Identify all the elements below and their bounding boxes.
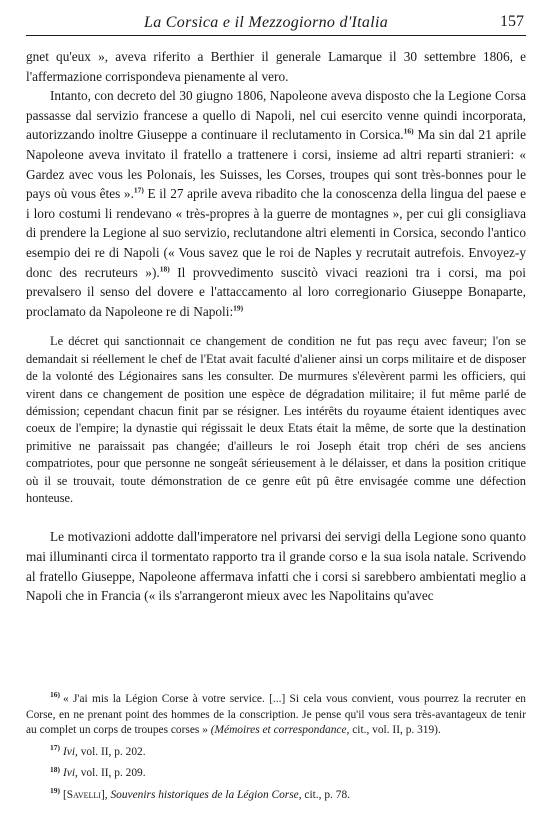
footnote-tail: cit., p. 78. [301, 788, 350, 801]
footnote-italic: (Mémoires et correspondance, [210, 724, 350, 737]
paragraph-2-part-d: Il provvedimento suscitò vivaci reazioni tra i corsi, ma poi prevalsero il senso del dovere e l'attaccamento al loro corregionario Giuseppe Bonaparte, proclamato da Napoleone re di Napoli: [26, 264, 526, 319]
paragraph-2 [26, 86, 526, 321]
paragraph-2-part-c: E il 27 aprile aveva ribadito che la conoscenza della lingua del paese e i loro costumi li rendevano « très-propres à la guerre de montagnes », per cui gli consigliava di prendere la Legione al suo servizio, reclutandone altri elementi in Corsica, secondo l'antico esempio dei re di Napoli (« Vous savez que le roi de Naples y recrutait autrefois. Envoyez-y donc des recruteurs »). [26, 186, 526, 280]
footnote-ref-19[interactable]: 19) [233, 303, 244, 313]
footnote-ref-17[interactable]: 17) [133, 185, 144, 195]
footnote-18 [26, 766, 526, 782]
footnote-17 [26, 742, 526, 761]
paragraph-3: Le motivazioni addotte dall'imperatore nel privarsi dei servigi della Legione sono quanto mai illuminanti circa il tormentato rapporto tra il grande corso e la sua isola natale. Scrivendo al fratello Giuseppe, Napoleone affermava infatti che i corsi si sarebbero ambientati meglio a Napoli che in Francia (« ils s'arrangeront mieux avec les Napolitains qu'avec [26, 529, 526, 604]
paragraph-1: gnet qu'eux », aveva riferito a Berthier il generale Lamarque il 30 settembre 1806, e l'affermazione corrispondeva pienamente al vero. [26, 49, 526, 84]
footnote-tail: vol. II, p. 209. [77, 767, 146, 780]
footnote-ref-16[interactable]: 16) [403, 126, 414, 136]
footnote-16 [26, 692, 526, 739]
footnote-italic: Ivi, [63, 745, 78, 758]
footnotes [26, 692, 526, 810]
header-rule [26, 35, 526, 36]
footnote-ref-18[interactable]: 18) [159, 264, 170, 274]
footnote-mark: 16) [50, 690, 60, 700]
block-quote: Le décret qui sanctionnait ce changement de condition ne fut pas reçu avec faveur; l'on se demandait si réellement le chef de l'Etat avait faculté d'aliener ainsi un corps militaire et de disposer de la volonté des Légionaires sans les consulter. De murmures s'élevèrent parmi les officiers, qui virent dans ce changement de position une espèce de dégradation militaire; il fut même parlé de démission; cependant chacun finit par se résigner. Les intérêts du royaume étaient identiques avec coeux de l'empire; la dynastie qui régissait le deux Etats était la même, de sorte que la destination primitive ne paraissait pas changée; d'ailleurs le roi Joseph était trop chéri de ses anciens compatriotes, pour que personne ne songeât sérieusement à le délaisser, et dans la position critique où il se trouvait, toute démonstration de ce genre eût pû être envisagée comme une défection honteuse. [26, 334, 526, 505]
footnote-italic: Ivi, [63, 767, 78, 780]
footnote-mark: 19) [50, 786, 60, 796]
paragraph-2-part-b: Ma sin dal 21 aprile Napoleone aveva invitato il fratello a trattenere i corsi, insieme ad altri reparti stranieri: « Gardez avec vous les Polonais, les Suisses, les Corses, troupes qui sont très-bonnes pour le pays où vous êtes ». [26, 127, 526, 202]
page-header [26, 0, 526, 40]
footnote-italic: Souvenirs historiques de la Légion Corse, [110, 788, 302, 801]
footnote-text: « J'ai mis la Légion Corse à votre service. [...] Si cela vous convient, vous pourrez la recruter en Corse, en ne prenant point des hommes de la conscription. Je pense qu'il vous sera très-avantageux de tenir au complet un corps de troupes corses » [26, 693, 526, 737]
document-page [26, 0, 526, 801]
page-number: 157 [500, 13, 524, 30]
footnote-19 [26, 788, 526, 804]
paragraph-2-part-a: Intanto, con decreto del 30 giugno 1806, Napoleone aveva disposto che la Legione Corsa passasse dal servizio francese a quello di Napoli, nel cui esercito venne quindi incorporata, autorizzando inoltre Giuseppe a continuare il reclutamento in Corsica. [26, 88, 526, 143]
footnote-mark: 18) [50, 764, 60, 774]
running-title: La Corsica e il Mezzogiorno d'Italia [144, 14, 389, 31]
main-text [26, 47, 526, 606]
footnote-tail: cit., vol. II, p. 319). [349, 724, 441, 737]
footnote-mark: 17) [50, 742, 60, 752]
footnote-tail: vol. II, p. 202. [77, 745, 146, 758]
footnote-author: [Savelli], [63, 788, 111, 801]
